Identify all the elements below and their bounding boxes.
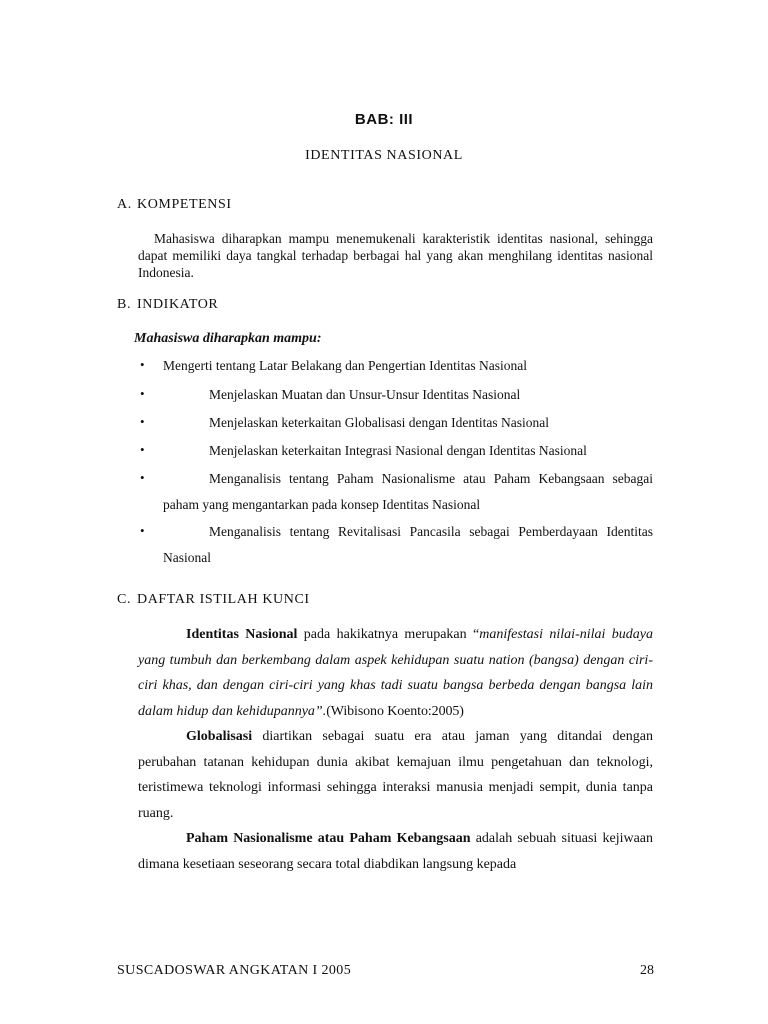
footer-text: SUSCADOSWAR ANGKATAN I 2005	[117, 963, 352, 978]
list-item-text: Menjelaskan Muatan dan Unsur-Unsur Identitas Nasional	[209, 387, 521, 402]
list-item	[163, 410, 653, 436]
term-nasionalisme-text: adalah sebuah situasi kejiwaan dimana kesetiaan seseorang secara total diabdikan langsung kepada	[138, 831, 654, 872]
term-nasionalisme-label: Paham Nasionalisme atau Paham Kebangsaan	[186, 831, 471, 846]
list-item	[163, 466, 653, 518]
list-item-text: Menjelaskan keterkaitan Globalisasi dengan Identitas Nasional	[209, 415, 550, 430]
chapter-title: IDENTITAS NASIONAL	[305, 148, 463, 163]
section-c-title: DAFTAR ISTILAH KUNCI	[137, 592, 310, 607]
section-c-heading	[117, 592, 310, 608]
list-item	[163, 353, 653, 379]
bullet-icon: •	[140, 414, 145, 429]
list-item	[163, 382, 653, 408]
term-identitas-label: Identitas Nasional	[186, 627, 298, 642]
term-identitas-source: (Wibisono Koento:2005)	[326, 703, 464, 719]
chapter-label: BAB: III	[354, 111, 414, 128]
list-item-text: Menganalisis tentang Paham Nasionalisme atau Paham Kebangsaan sebagai paham yang mengantarkan pada konsep Identitas Nasional	[163, 471, 653, 512]
bullet-icon: •	[140, 386, 145, 401]
kompetensi-text: Mahasiswa diharapkan mampu menemukenali karakteristik identitas nasional, sehingga dapat memiliki daya tangkal terhadap berbagai hal yang akan menghilang identitas nasional Indonesia.	[138, 231, 653, 280]
bullet-icon: •	[140, 470, 145, 485]
bullet-icon: •	[140, 523, 145, 538]
list-item-text: Mengerti tentang Latar Belakang dan Pengertian Identitas Nasional	[163, 358, 527, 373]
section-c-letter: C.	[117, 592, 132, 607]
list-item-text: Menganalisis tentang Revitalisasi Pancasila sebagai Pemberdayaan Identitas Nasional	[163, 524, 653, 565]
term-globalisasi	[138, 724, 653, 826]
term-identitas-quote: manifestasi nilai-nilai budaya yang tumbuh dan berkembang dalam aspek kehidupan suatu nation (bangsa) dengan ciri-ciri khas, dan dengan ciri-ciri yang khas tadi suatu bangsa berbeda dengan bangsa lain dalam hidup dan kehidupannya”.	[138, 627, 653, 719]
list-item	[163, 519, 653, 571]
key-terms	[138, 622, 653, 877]
term-identitas-pre: pada hakikatnya merupakan “	[297, 627, 480, 642]
section-b-heading	[117, 297, 218, 313]
term-identitas-nasional	[138, 622, 653, 724]
section-a-title: KOMPETENSI	[137, 197, 232, 212]
term-globalisasi-label: Globalisasi	[186, 729, 253, 744]
section-a-letter: A.	[117, 197, 132, 212]
list-item	[163, 438, 653, 464]
section-b-title: INDIKATOR	[137, 297, 219, 312]
indikator-lead: Mahasiswa diharapkan mampu:	[134, 331, 322, 346]
bullet-icon: •	[140, 442, 145, 457]
kompetensi-paragraph	[138, 230, 653, 281]
term-globalisasi-text: diartikan sebagai suatu era atau jaman yang ditandai dengan perubahan tatanan kehidupan dunia akibat kemajuan ilmu pengetahuan dan teknologi, teristimewa teknologi informasi sehingga interaksi manusia menjadi sempit, dunia tanpa ruang.	[138, 729, 653, 821]
bullet-icon: •	[140, 357, 145, 372]
section-b-letter: B.	[117, 297, 132, 312]
page-number: 28	[640, 963, 654, 978]
section-a-heading	[117, 197, 232, 213]
term-nasionalisme	[138, 826, 653, 877]
list-item-text: Menjelaskan keterkaitan Integrasi Nasional dengan Identitas Nasional	[209, 443, 587, 458]
